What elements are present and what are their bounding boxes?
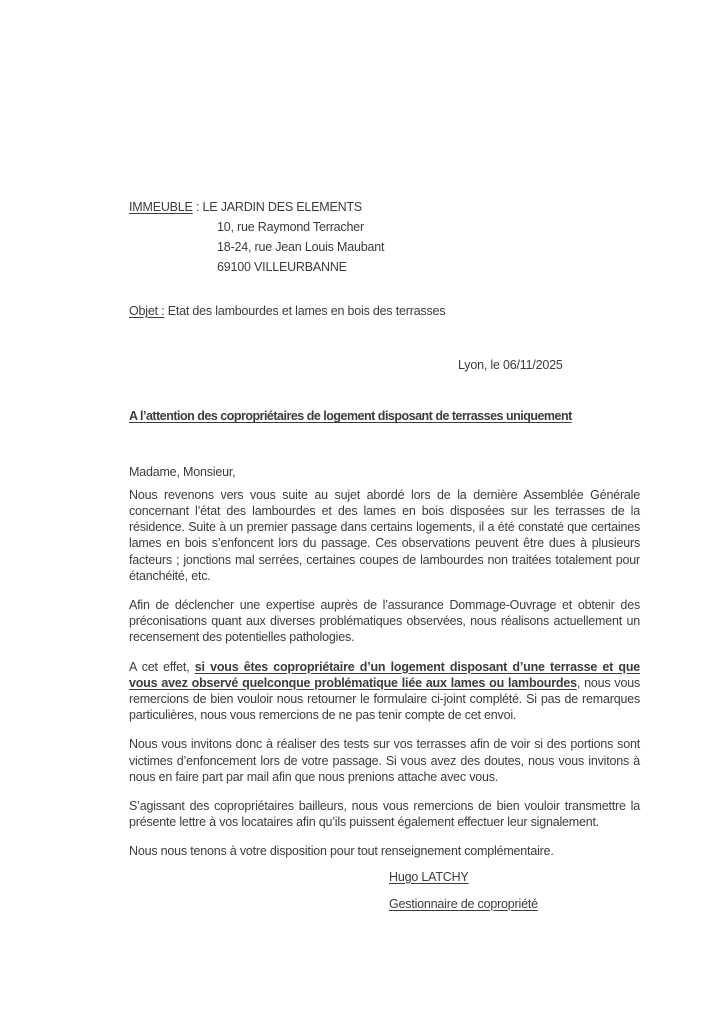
subject-text: Etat des lambourdes et lames en bois des terrasses bbox=[164, 304, 446, 318]
paragraph-6: Nous nous tenons à votre disposition pour tout renseignement complémentaire. bbox=[129, 844, 554, 859]
address-line: 69100 VILLEURBANNE bbox=[217, 260, 347, 274]
paragraph-3-prefix: A cet effet, bbox=[129, 659, 195, 674]
building-name: LE JARDIN DES ELEMENTS bbox=[202, 200, 363, 214]
paragraph-4: Nous vous invitons donc à réaliser des tests sur vos terrasses afin de voir si des portions sont victimes d’enfoncement lors de votre passage. Si vous avez des doutes, nous vous invitons à nous en faire part par mail afin que nous prenions attache avec vous. bbox=[129, 737, 640, 784]
building-block bbox=[129, 197, 640, 277]
building-line bbox=[129, 197, 640, 217]
building-separator: : bbox=[192, 200, 203, 214]
address-line: 18-24, rue Jean Louis Maubant bbox=[217, 240, 385, 254]
signature-name: Hugo LATCHY bbox=[389, 869, 469, 884]
address-line: 10, rue Raymond Terracher bbox=[217, 220, 364, 234]
dateline: Lyon, le 06/11/2025 bbox=[458, 358, 563, 373]
paragraph-1: Nous revenons vers vous suite au sujet abordé lors de la dernière Assemblée Générale concernant l’état des lambourdes et des lames en bois disposées sur les terrasses de la résidence. Suite à un premier passage dans certains logements, il a été constaté que certaines lames en bois s’enfoncent lors du passage. Ces observations peuvent être dues à plusieurs facteurs ; jonctions mal serrées, certaines coupes de lambourdes non traitées totalement pour étanchéité, etc. bbox=[129, 487, 640, 583]
paragraph-3 bbox=[129, 659, 640, 724]
building-label: IMMEUBLE bbox=[129, 200, 193, 214]
subject-label: Objet : bbox=[129, 304, 165, 318]
paragraph-2: Afin de déclencher une expertise auprès de l’assurance Dommage-Ouvrage et obtenir des préconisations quant aux diverses problématiques observées, nous réalisons actuellement un recensement des potentielles pathologies. bbox=[129, 598, 640, 645]
subject-line bbox=[129, 303, 640, 319]
paragraph-5: S’agissant des copropriétaires bailleurs, nous vous remercions de bien vouloir transmettre la présente lettre à vos locataires afin qu’ils puissent également effectuer leur signalement. bbox=[129, 799, 640, 830]
paragraph-3-suffix: , nous vous remercions de bien vouloir nous retourner le formulaire ci-joint complété. Si pas de remarques particulières, nous vous remercions de ne pas tenir compte de cet envoi. bbox=[129, 675, 640, 723]
salutation: Madame, Monsieur, bbox=[129, 464, 236, 479]
letter-title: A l’attention des copropriétaires de logement disposant de terrasses uniquement bbox=[129, 409, 572, 424]
signature-role: Gestionnaire de copropriété bbox=[389, 896, 538, 911]
emphasis-phrase: si vous êtes copropriétaire d’un logement disposant d’une terrasse et que vous avez observé quelconque problématique liée aux lames ou lambourdes bbox=[129, 659, 641, 690]
